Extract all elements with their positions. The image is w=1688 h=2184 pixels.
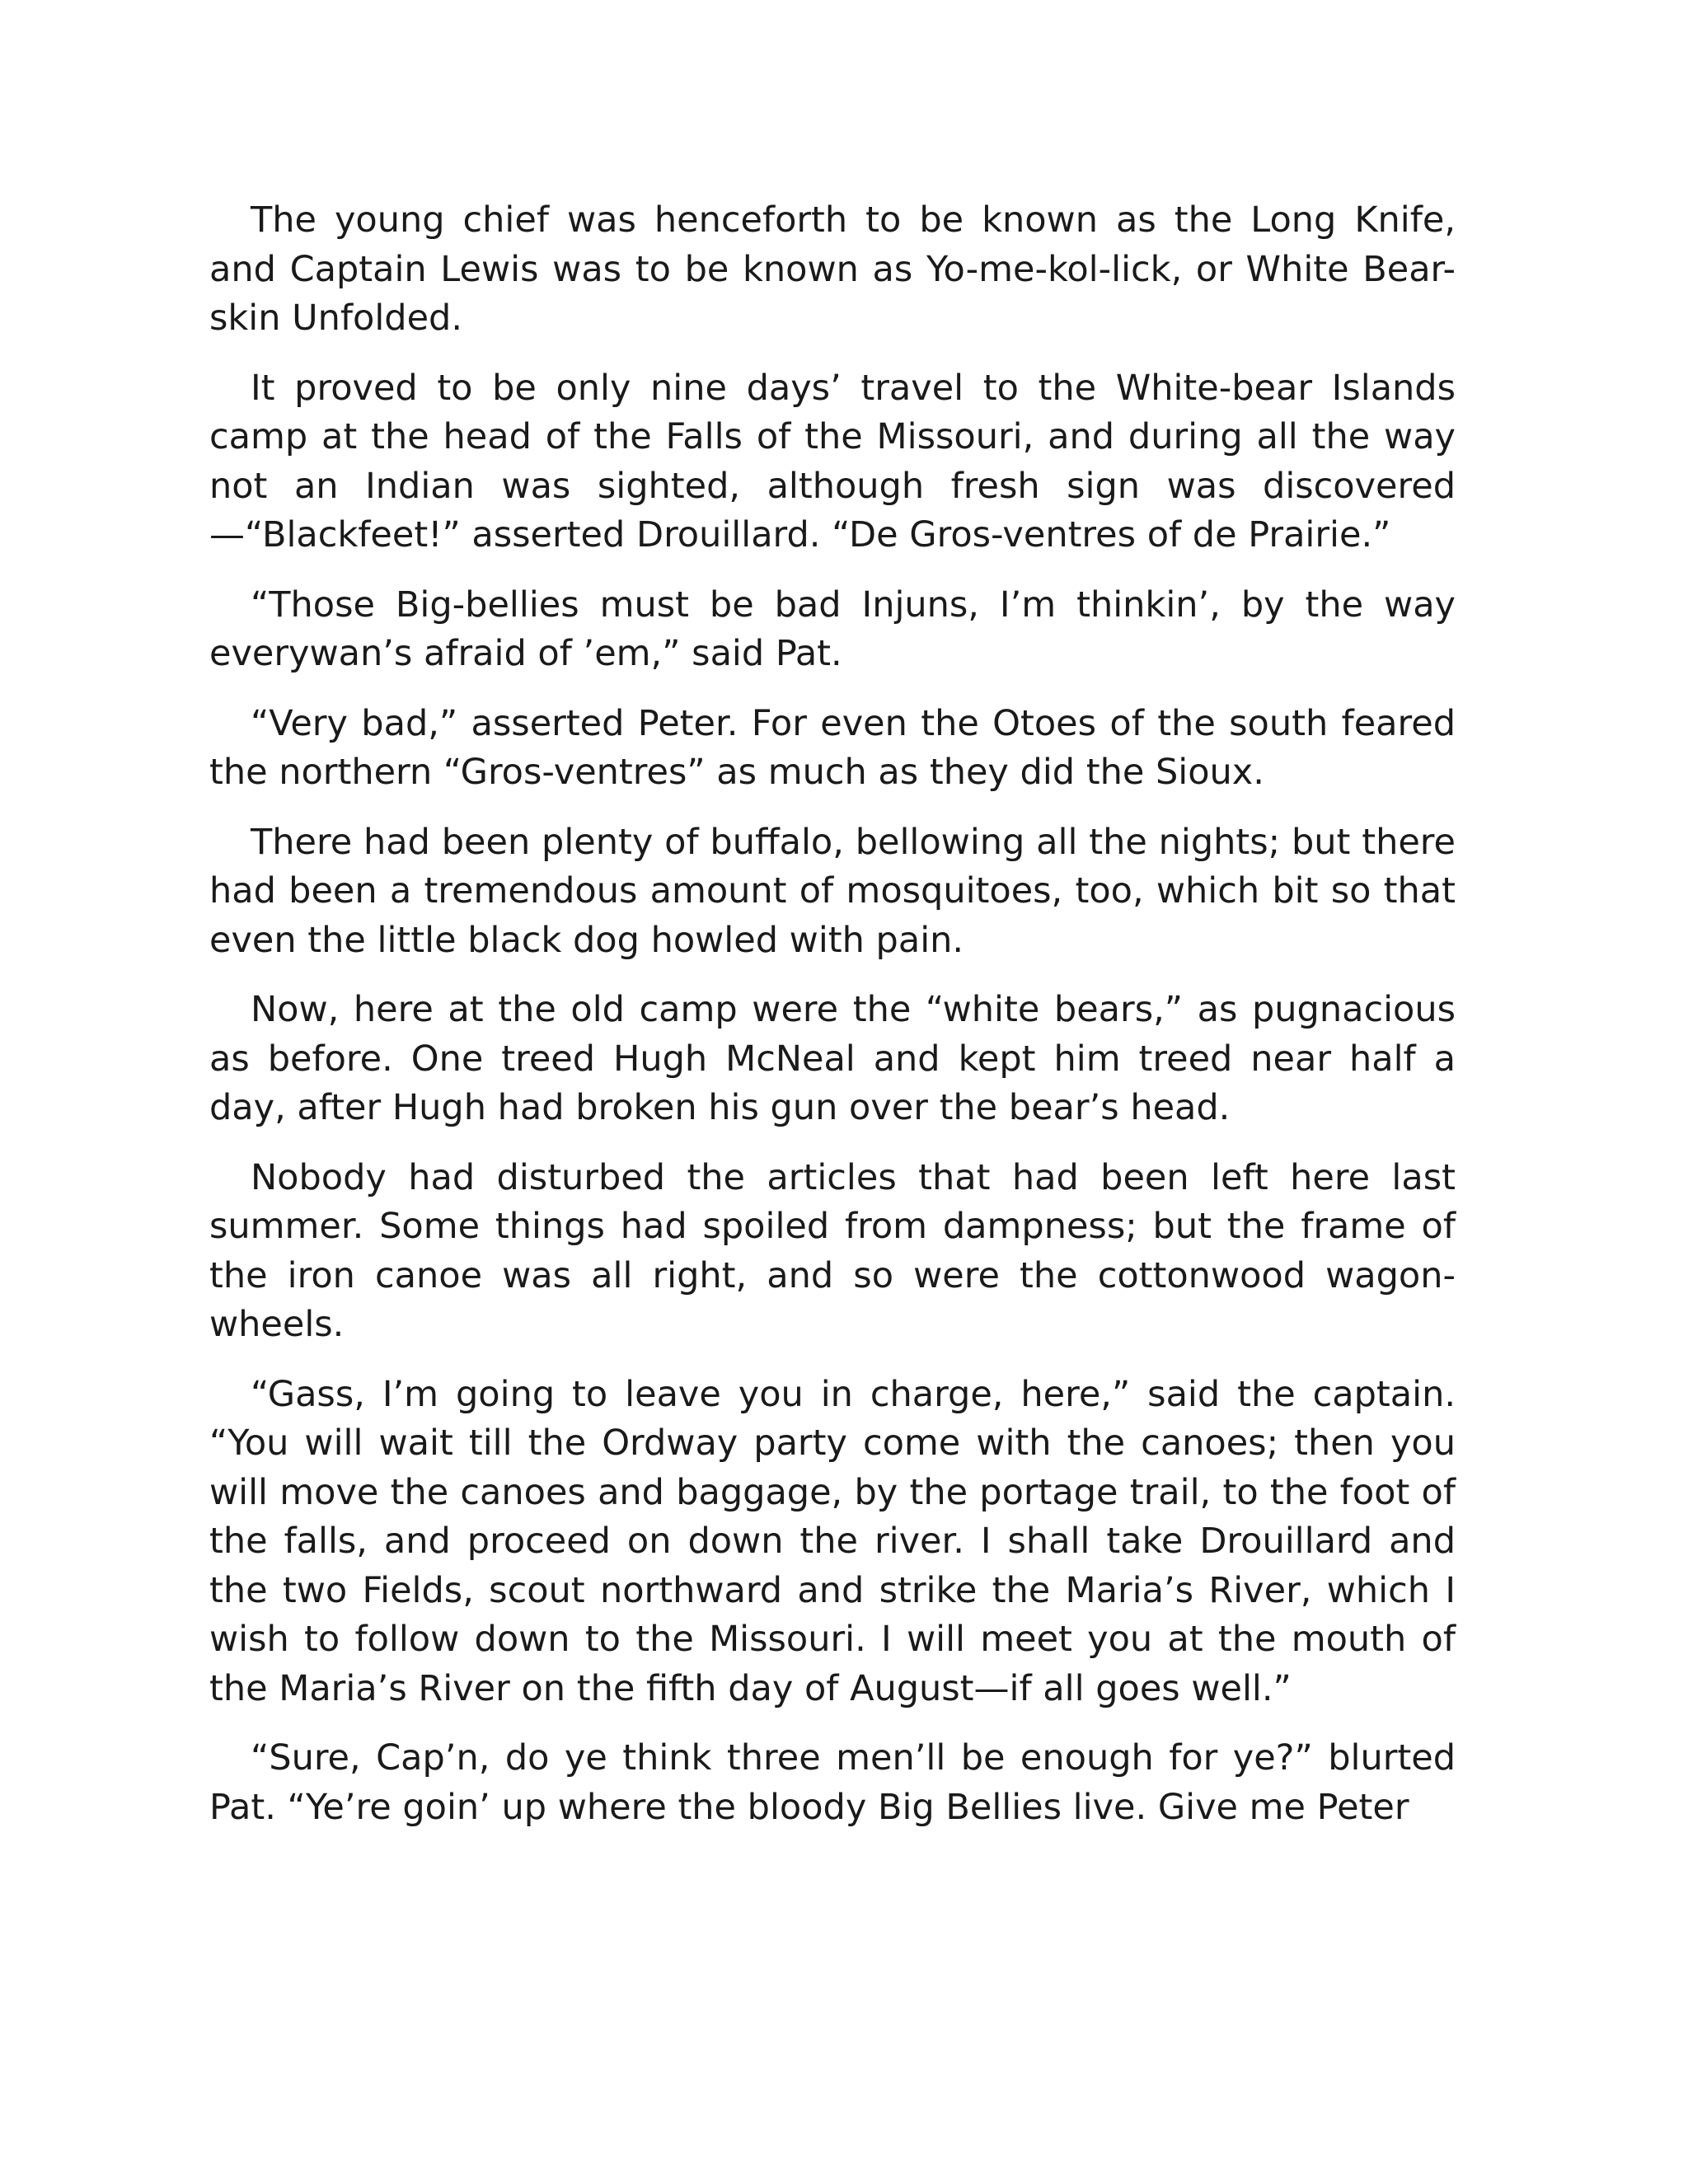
- paragraph-2: It proved to be only nine days’ travel to the White-bear Islands camp at the head of the Falls of the Missouri, and during all the way not an Indian was sighted, although fresh sign was discovered —“Blackfeet!” asserted Drouillard. “De Gros-ventres of de Prairie.”: [209, 367, 1456, 555]
- paragraph-3: “Those Big-bellies must be bad Injuns, I’m thinkin’, by the way everywan’s afraid of ’em,” said Pat.: [209, 583, 1456, 674]
- paragraph-1: The young chief was henceforth to be known as the Long Knife, and Captain Lewis was to be known as Yo-me-kol-lick, or White Bear-skin Unfolded.: [209, 199, 1456, 339]
- paragraph-9: “Sure, Cap’n, do ye think three men’ll be enough for ye?” blurted Pat. “Ye’re goin’ up where the bloody Big Bellies live. Give me Peter: [209, 1737, 1456, 1828]
- paragraph-7: Nobody had disturbed the articles that had been left here last summer. Some things had spoiled from dampness; but the frame of the iron canoe was all right, and so were the cottonwood wagon-wheels.: [209, 1156, 1456, 1345]
- page-text: [209, 196, 1456, 1853]
- paragraph-6: Now, here at the old camp were the “white bears,” as pugnacious as before. One treed Hugh McNeal and kept him treed near half a day, after Hugh had broken his gun over the bear’s head.: [209, 989, 1456, 1128]
- paragraph-5: There had been plenty of buffalo, bellowing all the nights; but there had been a tremendous amount of mosquitoes, too, which bit so that even the little black dog howled with pain.: [209, 821, 1456, 961]
- paragraph-4: “Very bad,” asserted Peter. For even the Otoes of the south feared the northern “Gros-ventres” as much as they did the Sioux.: [209, 702, 1456, 793]
- paragraph-8: “Gass, I’m going to leave you in charge, here,” said the captain. “You will wait till the Ordway party come with the canoes; then you will move the canoes and baggage, by the portage trail, to the foot of the falls, and proceed on down the river. I shall take Drouillard and the two Fields, scout northward and strike the Maria’s River, which I wish to follow down to the Missouri. I will meet you at the mouth of the Maria’s River on the fifth day of August—if all goes well.”: [209, 1373, 1456, 1709]
